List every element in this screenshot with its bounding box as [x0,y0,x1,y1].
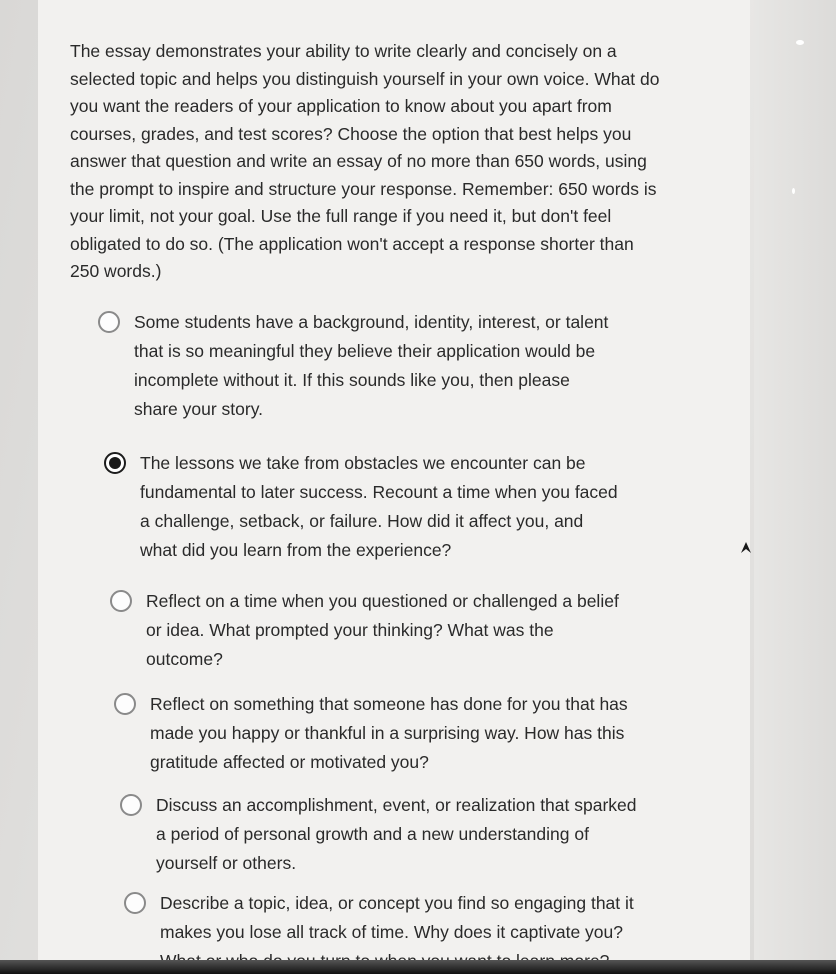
glare-dot [796,40,804,45]
radio-button-selected[interactable] [104,452,126,474]
glare-dot [792,188,795,194]
prompt-text: Reflect on something that someone has done for you that has made you happy or thankful in a surprising way. How has this gratitude affected or motivated you? [150,694,628,772]
prompt-option-1[interactable] [98,308,608,424]
screen-bezel [0,960,836,974]
prompt-text: Discuss an accomplishment, event, or realization that sparked a period of personal growth and a new understanding of yourself or others. [156,795,637,873]
essay-instructions: The essay demonstrates your ability to write clearly and concisely on a selected topic and helps you distinguish yourself in your own voice. What do you want the readers of your application to know about you apart from courses, grades, and test scores? Choose the option that best helps you answer that question and write an essay of no more than 650 words, using the prompt to inspire and structure your response. Remember: 650 words is your limit, not your goal. Use the full range if you need it, but don't feel obligated to do so. (The application won't accept a response shorter than 250 words.) [70,41,660,281]
prompt-text: Reflect on a time when you questioned or challenged a belief or idea. What prompted your thinking? What was the outcome? [146,591,619,669]
radio-button[interactable] [110,590,132,612]
mouse-pointer-icon [738,540,754,556]
prompt-option-5[interactable] [120,791,637,878]
prompt-text: Some students have a background, identity, interest, or talent that is so meaningful they believe their application would be incomplete without it. If this sounds like you, then please share your story. [134,312,609,419]
radio-button[interactable] [98,311,120,333]
prompt-option-2[interactable] [104,449,618,565]
prompt-text: Describe a topic, idea, or concept you find so engaging that it makes you lose all track of time. Why does it captivate you? [160,893,634,942]
prompt-option-3[interactable] [110,587,619,674]
prompt-option-4[interactable] [114,690,628,777]
side-margin [754,0,836,974]
prompt-text: The lessons we take from obstacles we encounter can be fundamental to later success. Recount a time when you faced a challenge, setback, or failure. How did it affect you, and what did you learn from the experience? [140,453,618,560]
radio-button[interactable] [120,794,142,816]
radio-button[interactable] [124,892,146,914]
radio-button[interactable] [114,693,136,715]
